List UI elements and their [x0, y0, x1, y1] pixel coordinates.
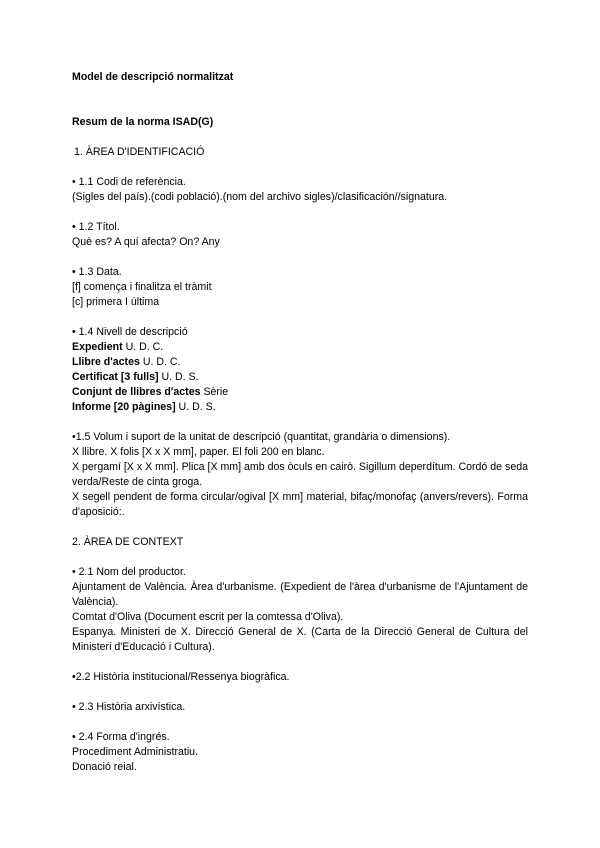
section-1-4	[72, 325, 528, 415]
section-1-3-label: • 1.3 Data.	[72, 266, 122, 278]
section-2-3-label: • 2.3 Història arxivística.	[72, 701, 186, 713]
level-value: U. D. C.	[122, 341, 164, 353]
section-1-5-label: •1.5 Volum i suport de la unitat de descripció (quantitat, grandària o dimensions).	[72, 431, 451, 443]
section-2-1-line: Comtat d'Oliva (Document escrit per la comtessa d'Oliva).	[72, 611, 344, 623]
section-2-1-line: Ajuntament de València. Àrea d'urbanisme. (Expedient de l'àrea d'urbanisme de l'Ajuntament de València).	[72, 581, 528, 608]
level-row	[72, 355, 528, 370]
section-1-2-label: • 1.2 Títol.	[72, 221, 120, 233]
level-row	[72, 400, 528, 415]
area-identification-heading: 1. ÀREA D'IDENTIFICACIÓ	[74, 146, 205, 158]
section-1-2	[72, 220, 528, 250]
section-1-4-label: • 1.4 Nivell de descripció	[72, 326, 188, 338]
section-1-1-line: (Sigles del país).(codi població).(nom del archivo sigles)/clasificación//signatura.	[72, 191, 448, 203]
section-2-2-label: •2.2 Història institucional/Ressenya biogràfica.	[72, 671, 290, 683]
section-1-5-line: X llibre. X folis [X x X mm], paper. El foli 200 en blanc.	[72, 446, 325, 458]
document-subtitle: Resum de la norma ISAD(G)	[72, 116, 214, 128]
level-term: Informe [20 pàgines]	[72, 401, 176, 413]
document-title: Model de descripció normalitzat	[72, 71, 234, 83]
section-2-1-label: • 2.1 Nom del productor.	[72, 566, 186, 578]
level-row	[72, 385, 528, 400]
section-2-2	[72, 670, 528, 685]
level-value: U. D. S.	[175, 401, 216, 413]
section-1-1	[72, 175, 528, 205]
document-content	[72, 70, 528, 775]
section-2-1	[72, 565, 528, 655]
section-1-3-line: [f] comença i finalitza el tràmit	[72, 281, 212, 293]
section-1-5	[72, 430, 528, 520]
section-2-4-line: Donació reial.	[72, 761, 137, 773]
section-2-1-line: Espanya. Ministeri de X. Direcció General de X. (Carta de la Direcció General de Cultura del Ministeri d'Educació i Cultura).	[72, 626, 528, 653]
level-term: Certificat [3 fulls]	[72, 371, 159, 383]
section-1-3-line: [c] primera I última	[72, 296, 160, 308]
level-value: Sèrie	[200, 386, 229, 398]
level-row	[72, 370, 528, 385]
section-2-4-line: Procediment Administratiu.	[72, 746, 199, 758]
section-2-3	[72, 700, 528, 715]
level-term: Conjunt de llibres d'actes	[72, 386, 201, 398]
section-1-2-line: Què es? A quí afecta? On? Any	[72, 236, 220, 248]
level-value: U. D. S.	[158, 371, 199, 383]
level-term: Expedient	[72, 341, 123, 353]
section-1-3	[72, 265, 528, 310]
section-1-5-line: X pergamí [X x X mm]. Plica [X mm] amb dos òculs en cairò. Sigillum deperdítum. Cordó de seda verda/Reste de cinta groga.	[72, 461, 528, 488]
level-value: U. D. C.	[139, 356, 181, 368]
level-term: Llibre d'actes	[72, 356, 140, 368]
section-2-4	[72, 730, 528, 775]
section-1-5-line: X segell pendent de forma circular/ogival [X mm] material, bifaç/monofaç (anvers/revers). Forma d'aposició:.	[72, 491, 528, 518]
level-row	[72, 340, 528, 355]
section-1-1-label: • 1.1 Codi de referència.	[72, 176, 186, 188]
area-context-heading: 2. ÀREA DE CONTEXT	[72, 536, 184, 548]
section-2-4-label: • 2.4 Forma d'ingrés.	[72, 731, 170, 743]
